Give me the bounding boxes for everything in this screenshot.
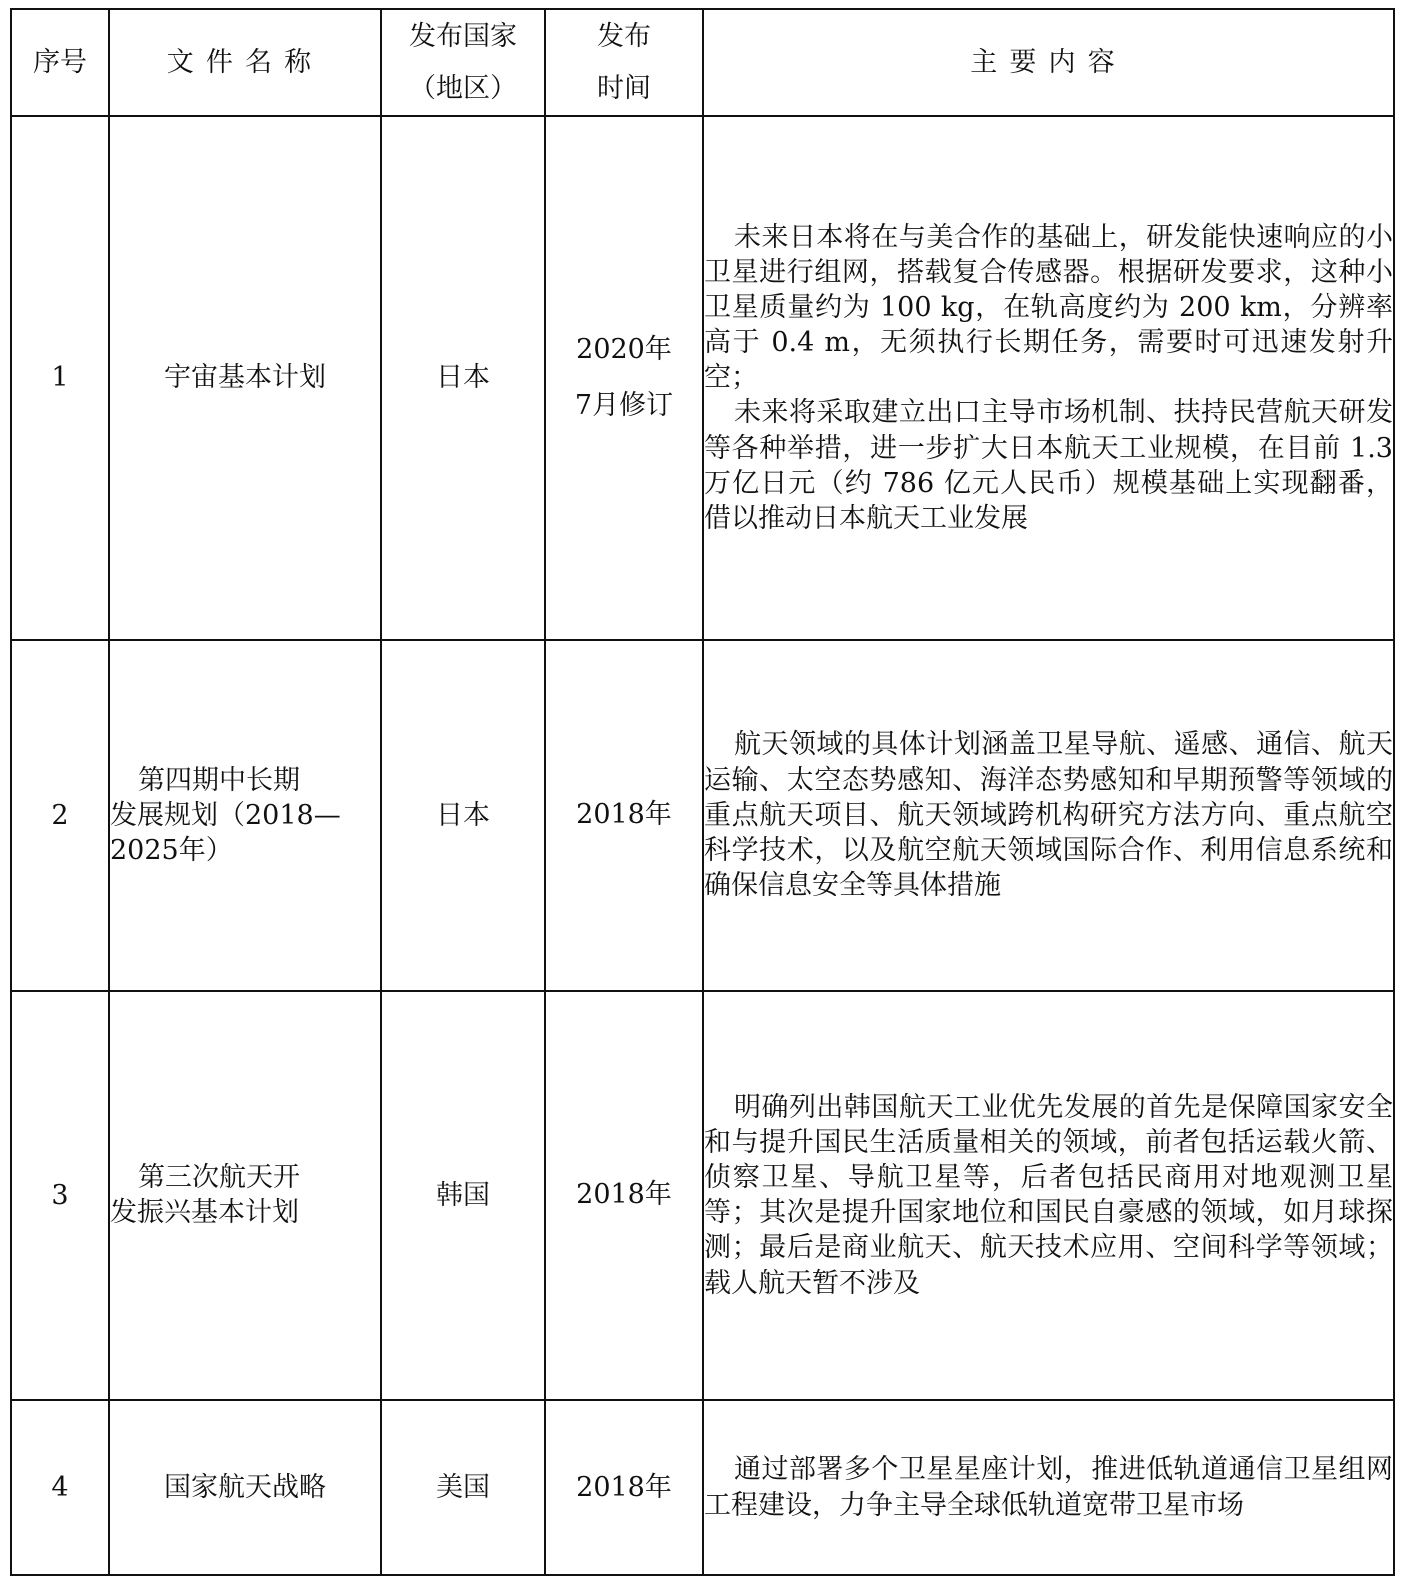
cell-document-name <box>109 116 381 640</box>
cell-document-name <box>109 1400 381 1575</box>
table-row <box>11 116 1394 640</box>
cell-document-name <box>109 640 381 991</box>
release-time-line: 2018年 <box>576 799 672 831</box>
cell-index: 1 <box>11 116 109 640</box>
header-name: 文件名称 <box>109 9 381 116</box>
header-content: 主要内容 <box>703 9 1394 116</box>
release-time-line: 2018年 <box>576 1179 672 1211</box>
header-row <box>11 9 1394 116</box>
content-paragraph: 航天领域的具体计划涵盖卫星导航、遥感、通信、航天运输、太空态势感知、海洋态势感知和早期预警等领域的重点航天项目、航天领域跨机构研究方法方向、重点航空科学技术，以及航空航天领域国际合作、利用信息系统和确保信息安全等具体措施 <box>704 729 1393 901</box>
document-name-line: 2025年） <box>110 834 233 866</box>
cell-country: 韩国 <box>381 991 545 1400</box>
document-name-line: 第四期中长期 <box>138 764 300 796</box>
document-name-line: 发振兴基本计划 <box>110 1197 299 1229</box>
cell-main-content <box>703 116 1394 640</box>
release-time-line: 7月修订 <box>574 389 674 421</box>
cell-main-content <box>703 1400 1394 1575</box>
content-paragraph: 未来日本将在与美合作的基础上，研发能快速响应的小卫星进行组网，搭载复合传感器。根据研发要求，这种小卫星质量约为 100 kg，在轨高度约为 200 km，分辨率高于 0.4 m，无须执行长期任务，需要时可迅速发射升空； <box>704 221 1393 394</box>
cell-document-name <box>109 991 381 1400</box>
cell-release-time <box>545 640 703 991</box>
content-paragraph: 通过部署多个卫星星座计划，推进低轨道通信卫星组网工程建设，力争主导全球低轨道宽带卫星市场 <box>704 1454 1393 1521</box>
document-name-line: 宇宙基本计划 <box>164 362 326 394</box>
cell-index: 3 <box>11 991 109 1400</box>
policy-table <box>10 8 1395 1576</box>
cell-country: 日本 <box>381 116 545 640</box>
release-time-line: 2020年 <box>576 333 672 365</box>
cell-release-time <box>545 116 703 640</box>
release-time-line: 2018年 <box>576 1471 672 1503</box>
table-row <box>11 991 1394 1400</box>
document-name-line: 国家航天战略 <box>164 1471 326 1503</box>
cell-main-content <box>703 991 1394 1400</box>
header-time: 发布 时间 <box>545 9 703 116</box>
cell-release-time <box>545 991 703 1400</box>
cell-country: 日本 <box>381 640 545 991</box>
content-paragraph: 明确列出韩国航天工业优先发展的首先是保障国家安全和与提升国民生活质量相关的领域，前者包括运载火箭、侦察卫星、导航卫星等，后者包括民商用对地观测卫星等；其次是提升国家地位和国民自豪感的领域，如月球探测；最后是商业航天、航天技术应用、空间科学等领域；载人航天暂不涉及 <box>704 1092 1393 1299</box>
content-paragraph: 未来将采取建立出口主导市场机制、扶持民营航天研发等各种举措，进一步扩大日本航天工业规模，在目前 1.3 万亿日元（约 786 亿元人民币）规模基础上实现翻番，借以推动日本航天工业发展 <box>704 397 1393 534</box>
header-country: 发布国家 （地区） <box>381 9 545 116</box>
cell-country: 美国 <box>381 1400 545 1575</box>
table-row <box>11 1400 1394 1575</box>
cell-index: 4 <box>11 1400 109 1575</box>
cell-main-content <box>703 640 1394 991</box>
table-row <box>11 640 1394 991</box>
cell-index: 2 <box>11 640 109 991</box>
document-name-line: 发展规划（2018— <box>110 799 341 831</box>
header-index: 序号 <box>11 9 109 116</box>
cell-release-time <box>545 1400 703 1575</box>
document-name-line: 第三次航天开 <box>138 1162 300 1194</box>
